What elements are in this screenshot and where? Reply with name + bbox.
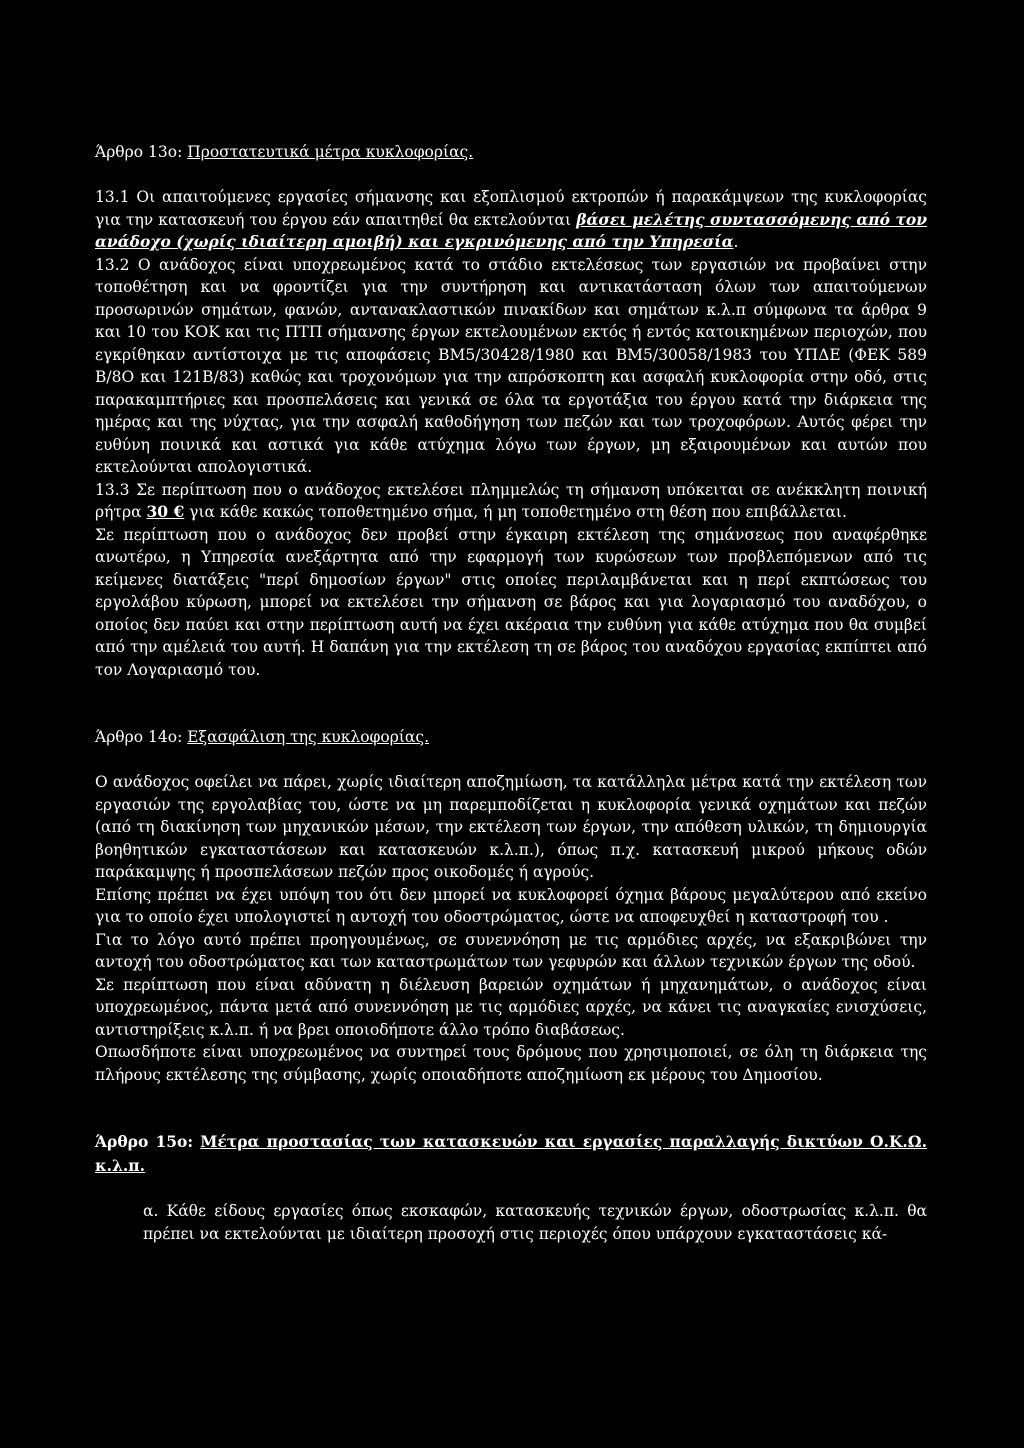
article-15-heading (95, 1130, 927, 1178)
article-15-title: Μέτρα προστασίας των κατασκευών και εργασίες παραλλαγής δικτύων Ο.Κ.Ω. κ.λ.π. (95, 1132, 928, 1175)
article-14-label: Άρθρο 14ο: (95, 728, 188, 746)
article-15-paragraph-1: α. Κάθε είδους εργασίες όπως εκσκαφών, κατασκευής τεχνικών έργων, οδοστρωσίας κ.λ.π. θα πρέπει να εκτελούνται με ιδιαίτερη προσοχή στις περιοχές όπου υπάρχουν εγκαταστάσεις κά- (143, 1202, 927, 1243)
document-page (95, 140, 927, 1245)
penalty-amount: 30 € (146, 502, 185, 521)
paragraph-number: 13.2 (95, 255, 130, 274)
article-13-paragraph-4: Σε περίπτωση που ο ανάδοχος δεν προβεί στην έγκαιρη εκτέλεση της σημάνσεως που αναφέρθηκε ανωτέρω, η Υπηρεσία ανεξάρτητα από την εφαρμογή των κυρώσεων των προβλεπόμενων από τις κείμενες διατάξεις "περί δημοσίων έργων" στις οποίες περιλαμβάνεται και η περί εκπτώσεως του εργολάβου κύρωση, μπορεί να εκτελέσει την σήμανση σε βάρος και για λογαριασμό του αναδόχου, ο οποίος δεν παύει και στην περίπτωση αυτή να έχει ακέραια την ευθύνη για κάθε ατύχημα που θα συμβεί από την αμέλειά του αυτή. Η δαπάνη για την εκτέλεση τη σε βάρος του αναδόχου εργασίας εκπίπτει από τον Λογαριασμό του. (95, 525, 927, 679)
article-14-paragraph-5: Οπωσδήποτε είναι υποχρεωμένος να συντηρεί τους δρόμους που χρησιμοποιεί, σε όλη τη διάρκεια της πλήρους εκτέλεσης της σύμβασης, χωρίς οποιαδήποτε αποζημίωση εκ μέρους του Δημοσίου. (95, 1043, 927, 1084)
article-14-paragraph-3: Για το λόγο αυτό πρέπει προηγουμένως, σε συνεννόηση με τις αρμόδιες αρχές, να εξακριβώνει την αντοχή του οδοστρώματος και των καταστρωμάτων των γεφυρών και άλλων τεχνικών έργων της οδού. (95, 930, 927, 971)
article-13-heading (95, 140, 927, 164)
article-13-label: Άρθρο 13ο: (95, 143, 188, 161)
article-13-paragraph-3: 13.3 Σε περίπτωση που ο ανάδοχος εκτελέσει πλημμελώς τη σήμανση υπόκειται σε ανέκκλητη ποινική ρήτρα 30 € για κάθε κακώς τοποθετημένο σήμα, ή μη τοποθετημένο στη θέση που επιβάλλεται. (95, 480, 927, 521)
article-14-title: Εξασφάλιση της κυκλοφορίας. (187, 728, 430, 746)
article-14-paragraph-4: Σε περίπτωση που είναι αδύνατη η διέλευση βαρειών οχημάτων ή μηχανημάτων, ο ανάδοχος είναι υποχρεωμένος, πάντα μετά από συνεννόηση με τις αρμόδιες αρχές, να κάνει τις αναγκαίες ενισχύσεις, αντιστηρίξεις κ.λ.π. ή να βρει οποιοδήποτε άλλο τρόπο διαβάσεως. (95, 975, 927, 1039)
article-14-paragraph-1: Ο ανάδοχος οφείλει να πάρει, χωρίς ιδιαίτερη αποζημίωση, τα κατάλληλα μέτρα κατά την εκτέλεση των εργασιών της εργολαβίας του, ώστε να μη παρεμποδίζεται η κυκλοφορία γενικά οχημάτων και πεζών (από τη διακίνηση των μηχανικών μέσων, την εκτέλεση των έργων, την απόθεση υλικών, τη δημιουργία βοηθητικών εγκαταστάσεων και κατασκευών κ.λ.π.), όπως π.χ. κατασκευή μικρού μήκους οδών παράκαμψης ή προσπελάσεων πεζών προς οικοδομές ή αγρούς. (95, 773, 927, 881)
article-14-paragraph-2: Επίσης πρέπει να έχει υπόψη του ότι δεν μπορεί να κυκλοφορεί όχημα βάρους μεγαλύτερου από εκείνο για το οποίο έχει υπολογιστεί η αντοχή του οδοστρώματος, ώστε να αποφευχθεί η καταστροφή του . (95, 885, 927, 926)
article-13-paragraph-1: 13.1 Οι απαιτούμενες εργασίες σήμανσης και εξοπλισμού εκτροπών ή παρακάμψεων της κυκλοφορίας για την κατασκευή του έργου εάν απαιτηθεί θα εκτελούνται βάσει μελέτης συντασσόμενης από τον ανάδοχο (χωρίς ιδιαίτερη αμοιβή) και εγκρινόμενης από την Υπηρεσία. (95, 188, 928, 251)
article-15-label: Άρθρο 15ο: (95, 1132, 201, 1151)
article-13-title: Προστατευτικά μέτρα κυκλοφορίας. (187, 143, 474, 161)
emphasized-text: βάσει μελέτης συντασσόμενης από τον ανάδοχο (χωρίς ιδιαίτερη αμοιβή) και εγκρινόμενης από την Υπηρεσία (95, 209, 928, 251)
paragraph-number: 13.3 (95, 480, 130, 499)
article-14-heading (95, 725, 927, 749)
article-13-paragraph-2: 13.2 Ο ανάδοχος είναι υποχρεωμένος κατά το στάδιο εκτελέσεως των εργασιών να προβαίνει στην τοποθέτηση και να φροντίζει για την συντήρηση και αντικατάσταση όλων των απαιτούμενων προσωρινών σημάτων, φανών, αντανακλαστικών πινακίδων και σημάτων κ.λ.π σύμφωνα τα άρθρα 9 και 10 του ΚΟΚ και τις ΠΤΠ σήμανσης έργων εκτελουμένων εκτός ή εντός κατοικημένων περιοχών, που εγκρίθηκαν αντίστοιχα με τις αποφάσεις ΒΜ5/30428/1980 και ΒΜ5/30058/1983 του ΥΠΔΕ (ΦΕΚ 589 Β/8Ο και 121Β/83) καθώς και τροχονόμων για την απρόσκοπτη και ασφαλή κυκλοφορία στην οδό, στις παρακαμπτήριες και προσπελάσεις και γενικά σε όλα τα εργοτάξια του έργου κατά την διάρκεια της ημέρας και της νύχτας, για την ασφαλή καθοδήγηση των πεζών και των τροχοφόρων. Αυτός φέρει την ευθύνη ποινικά και αστικά για κάθε ατύχημα λόγω των έργων, μη εξαιρουμένων και αυτών που εκτελούνται απολογιστικά. (95, 255, 927, 476)
paragraph-number: 13.1 (95, 188, 130, 206)
